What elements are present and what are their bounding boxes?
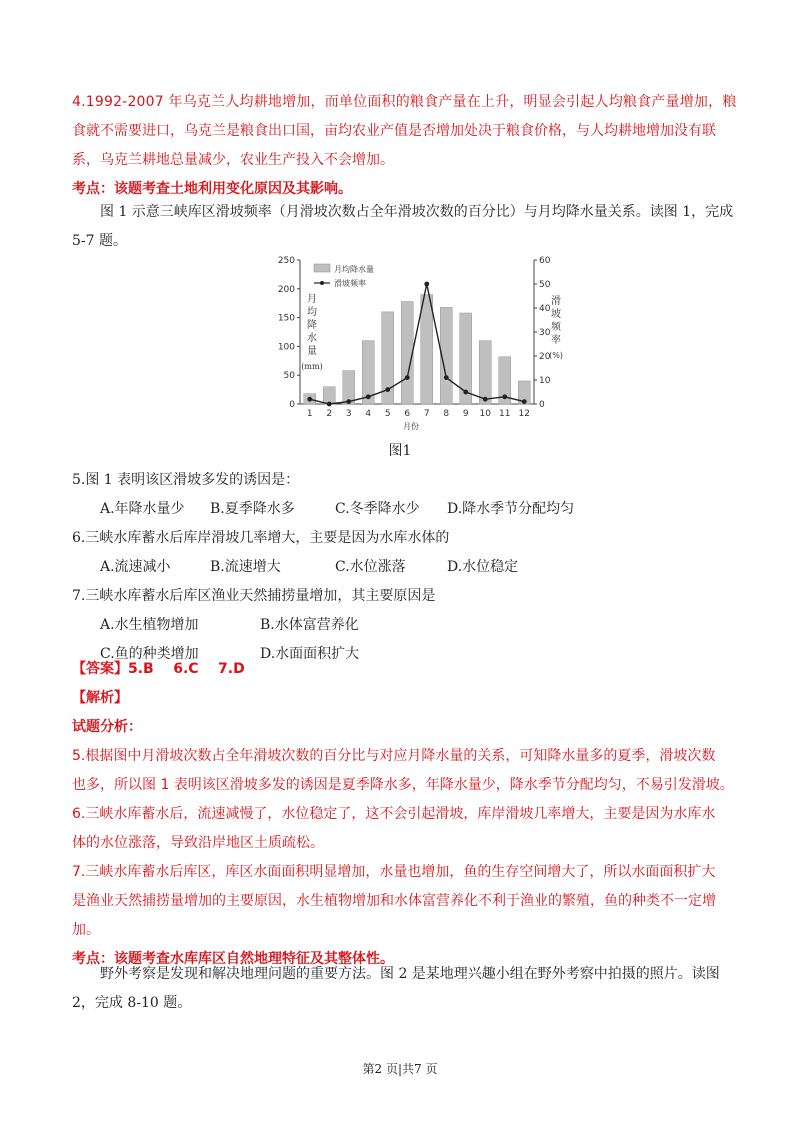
q6-option-b[interactable]: B.流速增大 [210,559,281,575]
left-tick-label: 150 [277,313,295,324]
q4-explanation-line: 系，乌克兰耕地总量减少，农业生产投入不会增加。 [72,152,394,168]
landslide-point [307,397,312,402]
right-tick-label: 20 [539,352,551,362]
q6-option-a[interactable]: A.流速减小 [100,559,171,575]
right-tick-label: 10 [539,376,551,386]
q7-option-a[interactable]: A.水生植物增加 [100,617,199,633]
x-tick-label: 5 [384,409,391,419]
x-tick-label: 6 [404,409,411,419]
precip-bar [401,301,413,404]
right-axis-title-char: 坡 [551,309,561,320]
landslide-point [366,394,371,399]
right-tick-label: 40 [539,304,551,314]
left-axis-title-char: 均 [307,307,317,318]
right-tick-label: 30 [539,328,551,338]
landslide-point [483,397,488,402]
precip-bar [421,295,433,404]
right-tick-label: 60 [539,256,551,266]
q4-explanation [72,88,737,204]
right-axis-title-char: 频 [551,322,561,333]
right-tick-label: 50 [539,280,551,290]
left-tick-label: 200 [277,284,295,295]
left-tick-label: 50 [283,371,295,382]
q7-option-b[interactable]: B.水体富营养化 [260,617,359,633]
left-axis-unit: (mm) [301,362,323,371]
right-axis-title-char: 率 [551,335,561,346]
answer-label: 【答案】 [72,661,128,677]
analysis-kaodian: 考点：该题考查水库库区自然地理特征及其整体性。 [72,951,394,967]
q7-stem: 7.三峡水库蓄水后库区渔业天然捕捞量增加，其主要原因是 [72,588,436,604]
right-tick-label: 0 [539,400,545,410]
left-axis-title-char: 月 [307,294,317,305]
q7-options-row1 [72,611,732,640]
chart-svg [262,248,572,438]
analysis-p7-line: 加。 [72,922,100,938]
analysis-p6-line: 体的水位涨落，导致沿岸地区土质疏松。 [72,835,324,851]
q5-option-b[interactable]: B.夏季降水多 [210,501,295,517]
q4-explanation-line: 4.1992-2007 年乌克兰人均耕地增加，而单位面积的粮食产量在上升，明显会引起人均粮食产量增加，粮 [72,94,737,110]
q4-explanation-line: 食就不需要进口，乌克兰是粮食出口国，亩均农业产值是否增加处决于粮食价格，与人均耕地增加没有联 [72,123,716,139]
figure-1-chart [262,248,572,442]
landslide-point [424,282,429,287]
precip-bar [479,341,491,404]
page-footer: 第2 页|共7 页 [362,1062,438,1076]
x-tick-label: 11 [499,409,511,419]
analysis-p6-line: 6.三峡水库蓄水后，流速减慢了，水位稳定了，这不会引起滑坡，库岸滑坡几率增大，主要是因为水库水 [72,806,716,822]
q6-options [72,553,732,582]
left-axis-title-char: 量 [307,346,317,357]
x-tick-label: 4 [365,409,372,419]
left-tick-label: 0 [289,400,295,410]
q5-options [72,495,732,524]
left-tick-label: 100 [277,342,295,353]
landslide-point [522,399,527,404]
analysis-label: 【解析】 [72,690,128,706]
q6-stem: 6.三峡水库蓄水后库岸滑坡几率增大，主要是因为水库水体的 [72,530,450,546]
left-axis-title-char: 水 [307,333,317,344]
x-tick-label: 9 [462,409,469,419]
landslide-point [346,399,351,404]
intro-line: 图 1 示意三峡库区滑坡频率（月滑坡次数占全年滑坡次数的百分比）与月均降水量关系。读图 1，完成 [100,204,734,220]
x-tick-label: 8 [443,409,450,419]
intro-line: 野外考察是发现和解决地理问题的重要方法。图 2 是某地理兴趣小组在野外考察中拍摄的照片。读图 [100,966,720,982]
analysis-p7-line: 7.三峡水库蓄水后库区，库区水面面积明显增加，水量也增加，鱼的生存空间增大了，所以水面面积扩大 [72,864,716,880]
q6-option-d[interactable]: D.水位稳定 [447,559,519,575]
q7-option-c[interactable]: C.鱼的种类增加 [100,646,199,662]
legend-line-label: 滑坡频率 [334,279,366,288]
landslide-line [310,284,525,404]
figure-caption: 图1 [388,443,412,459]
landslide-point [385,387,390,392]
legend-bar-swatch [314,264,330,272]
q5-stem: 5.图 1 表明该区滑坡多发的诱因是： [72,472,300,488]
x-axis-title: 月份 [403,422,419,431]
q4-kaodian: 考点：该题考查土地利用变化原因及其影响。 [72,181,352,197]
analysis-p5-line: 也多，所以图 1 表明该区滑坡多发的诱因是夏季降水多，年降水量少，降水季节分配均匀，不易引发滑坡。 [72,777,734,793]
answer-line [72,655,732,684]
answer-text: 5.B 6.C 7.D [128,661,245,677]
q5-option-c[interactable]: C.冬季降水少 [335,501,420,517]
landslide-point [463,390,468,395]
x-tick-label: 3 [345,409,352,419]
answer-analysis-block [72,655,732,974]
q5-option-d[interactable]: D.降水季节分配均匀 [447,501,575,517]
intro-paragraph-fig2 [72,960,732,1018]
analysis-sub: 试题分析： [72,719,142,735]
precip-bar [343,371,355,404]
questions-block [72,466,732,669]
analysis-p7-line: 是渔业天然捕捞量增加的主要原因，水生植物增加和水体富营养化不利于渔业的繁殖，鱼的种类不一定增 [72,893,716,909]
q7-option-d[interactable]: D.水面面积扩大 [260,646,360,662]
landslide-point [502,394,507,399]
intro-line: 2，完成 8-10 题。 [72,995,192,1011]
intro-line: 5-7 题。 [72,233,127,249]
precip-bar [323,387,335,404]
legend-line-marker [320,281,324,285]
x-tick-label: 10 [479,409,491,419]
x-tick-label: 7 [423,409,430,419]
right-axis-title-char: 滑 [551,296,561,307]
x-tick-label: 1 [306,409,313,419]
x-tick-label: 12 [518,409,530,419]
left-tick-label: 250 [277,256,295,266]
q5-option-a[interactable]: A.年降水量少 [100,501,185,517]
legend-bar-label: 月均降水量 [334,265,374,274]
landslide-point [327,402,332,407]
x-tick-label: 2 [326,409,333,419]
landslide-point [405,375,410,380]
right-axis-unit: (%) [549,351,563,360]
q6-option-c[interactable]: C.水位涨落 [335,559,406,575]
left-axis-title-char: 降 [307,320,317,331]
analysis-p5-line: 5.根据图中月滑坡次数占全年滑坡次数的百分比与对应月降水量的关系，可知降水量多的夏季，滑坡次数 [72,748,716,764]
landslide-point [444,375,449,380]
